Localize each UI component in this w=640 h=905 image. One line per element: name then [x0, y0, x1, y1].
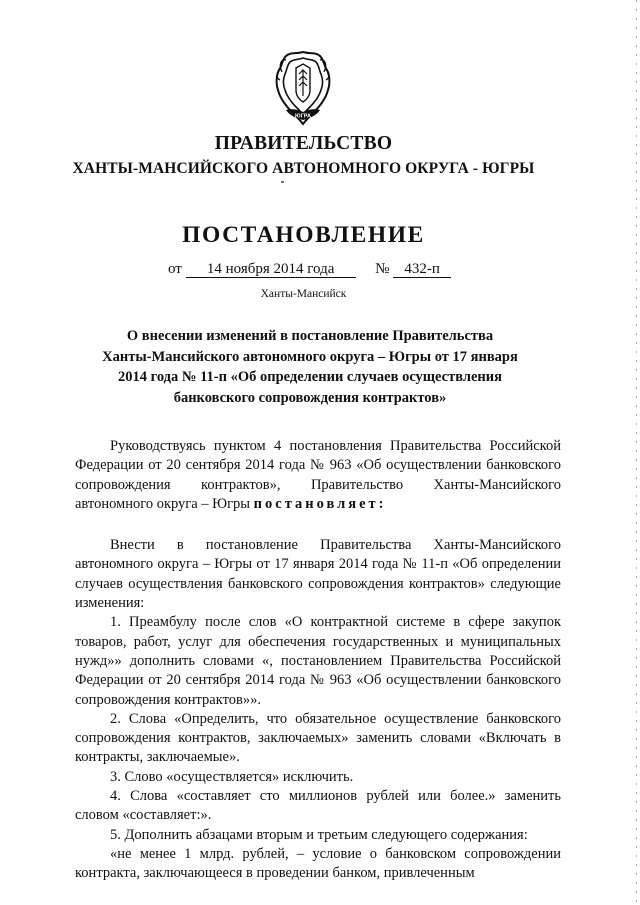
body-paragraph: 3. Слово «осуществляется» исключить.	[110, 768, 354, 785]
body-paragraph: 1. Преамбулу после слов «О контрактной системе в сфере закупок товаров, работ, услуг для обеспечения государственных и муниципальных нужд»» дополнить словами «, постановлением Правительства Российской Федерации от 20 сентября 2014 года № 963 «Об осуществлении банковского сопровождения контрактов»».	[75, 614, 561, 708]
document-date: 14 ноября 2014 года	[186, 262, 356, 278]
body-paragraph: 4. Слова «составляет сто миллионов рублей или более.» заменить словом «составляет:».	[75, 788, 561, 824]
document-number: 432-п	[393, 262, 451, 278]
resolves-word: постановляет:	[253, 495, 387, 512]
government-region: ХАНТЫ-МАНСИЙСКОГО АВТОНОМНОГО ОКРУГА - ЮГРЫ	[72, 160, 535, 177]
emblem-label: ЮГРА	[295, 113, 311, 120]
preamble-text: Руководствуясь пунктом 4 постановления Правительства Российской Федерации от 20 сентября 2014 года № 963 «Об осуществлении банковского сопровождения контрактов», Правительство Ханты-Мансийского автономного округа – Югры	[75, 438, 561, 512]
document-body	[75, 437, 561, 884]
government-title: ПРАВИТЕЛЬСТВО	[214, 133, 393, 154]
title-line: О внесении изменений в постановление Правительства	[126, 328, 494, 344]
body-paragraph: «не менее 1 млрд. рублей, – условие о банковском сопровождении контракта, заключающееся в проведении банком, привлеченным	[75, 845, 561, 882]
body-paragraph: 5. Дополнить абзацами вторым и третьим следующего содержания:	[110, 826, 528, 843]
body-paragraph: 2. Слова «Определить, что обязательное осуществление банковского сопровождения контрактов, заключаемых» заменить словами «Включать в контракты, заключаемые».	[75, 710, 561, 766]
date-number-line	[168, 261, 451, 278]
document-title	[90, 326, 530, 408]
coat-of-arms-emblem	[272, 50, 334, 128]
preamble-paragraph	[75, 437, 561, 514]
title-line: банковского сопровождения контрактов»	[173, 389, 447, 406]
scan-edge	[636, 0, 637, 905]
document-city: Ханты-Мансийск	[260, 288, 347, 300]
scan-speck	[281, 181, 284, 183]
title-line: 2014 года № 11-п «Об определении случаев осуществления	[117, 369, 502, 385]
number-prefix: №	[375, 261, 390, 277]
document-type: ПОСТАНОВЛЕНИЕ	[182, 222, 425, 248]
body-paragraph: Внести в постановление Правительства Ханты-Мансийского автономного округа – Югры от 17 января 2014 года № 11-п «Об определении случаев осуществления банковского сопровождения контрактов» следующие изменения:	[75, 537, 561, 612]
title-line: Ханты-Мансийского автономного округа – Югры от 17 января	[102, 348, 518, 365]
date-prefix: от	[168, 261, 182, 277]
